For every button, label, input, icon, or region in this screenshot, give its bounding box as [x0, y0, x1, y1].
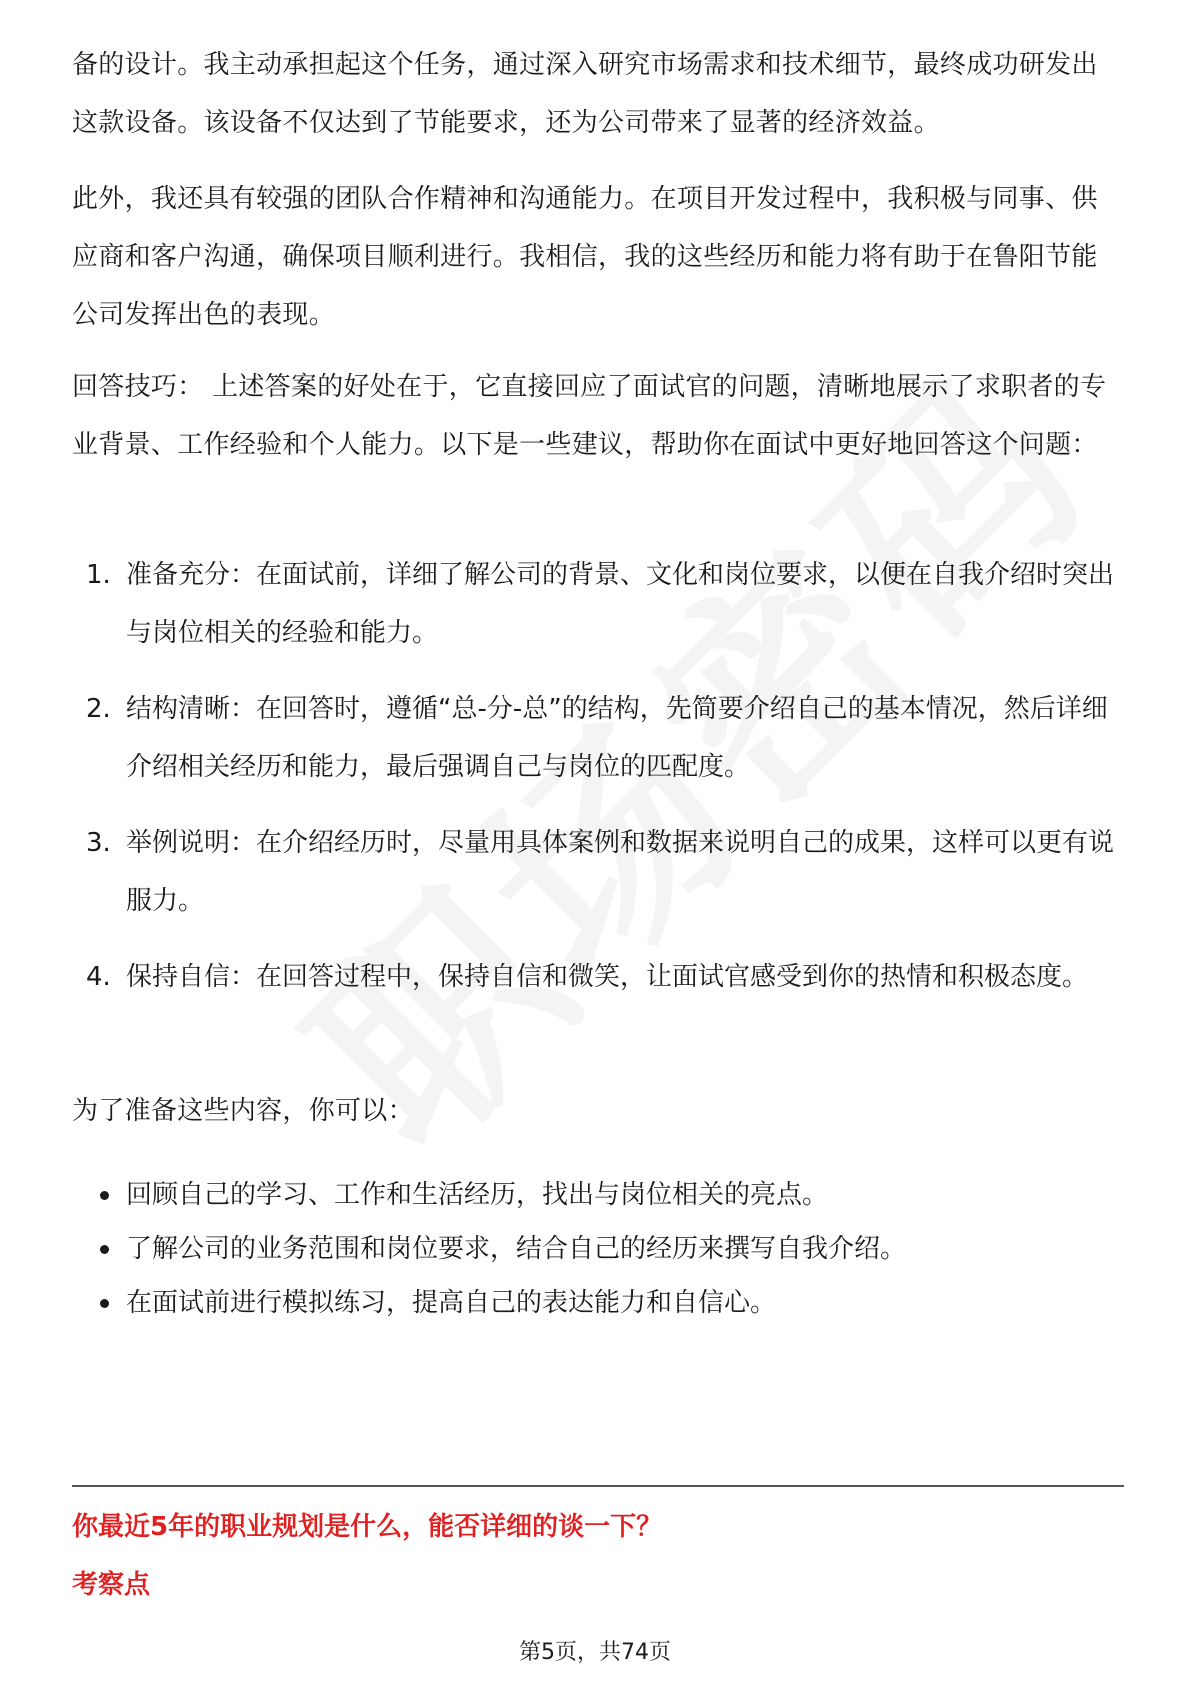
list-number: 2. [86, 694, 111, 724]
list-number: 3. [86, 828, 111, 858]
bullet-text: 在面试前进行模拟练习，提高自己的表达能力和自信心。 [126, 1288, 777, 1318]
list-item-text: 保持自信：在回答过程中，保持自信和微笑，让面试官感受到你的热情和积极态度。 [126, 962, 1089, 992]
bullet-icon [100, 1191, 109, 1200]
bullet-icon [100, 1299, 109, 1308]
list-item-text: 举例说明：在介绍经历时，尽量用具体案例和数据来说明自己的成果，这样可以更有说服力。 [126, 828, 1115, 916]
paragraph-answer-tips: 回答技巧： 上述答案的好处在于，它直接回应了面试官的问题，清晰地展示了求职者的专业背景、工作经验和个人能力。以下是一些建议，帮助你在面试中更好地回答这个问题： [72, 372, 1107, 460]
bullet-icon [100, 1245, 109, 1254]
prep-intro: 为了准备这些内容，你可以： [72, 1096, 414, 1126]
bullet-text: 回顾自己的学习、工作和生活经历，找出与岗位相关的亮点。 [126, 1180, 829, 1210]
next-question-heading: 你最近5年的职业规划是什么，能否详细的谈一下？ [72, 1512, 663, 1542]
paragraph-2: 此外，我还具有较强的团队合作精神和沟通能力。在项目开发过程中，我积极与同事、供应商和客户沟通，确保项目顺利进行。我相信，我的这些经历和能力将有助于在鲁阳节能公司发挥出色的表现。 [72, 184, 1098, 330]
paragraph-1: 备的设计。我主动承担起这个任务，通过深入研究市场需求和技术细节，最终成功研发出这款设备。该设备不仅达到了节能要求，还为公司带来了显著的经济效益。 [72, 50, 1098, 138]
list-item-text: 结构清晰：在回答时，遵循“总-分-总”的结构，先简要介绍自己的基本情况，然后详细介绍相关经历和能力，最后强调自己与岗位的匹配度。 [126, 694, 1108, 782]
list-number: 1. [86, 560, 111, 590]
list-item-text: 准备充分：在面试前，详细了解公司的背景、文化和岗位要求，以便在自我介绍时突出与岗位相关的经验和能力。 [126, 560, 1115, 648]
next-subheading: 考察点 [72, 1570, 151, 1600]
page-footer: 第5页，共74页 [519, 1640, 671, 1665]
divider [72, 1485, 1124, 1487]
list-number: 4. [86, 962, 111, 992]
bullet-text: 了解公司的业务范围和岗位要求，结合自己的经历来撰写自我介绍。 [126, 1234, 907, 1264]
